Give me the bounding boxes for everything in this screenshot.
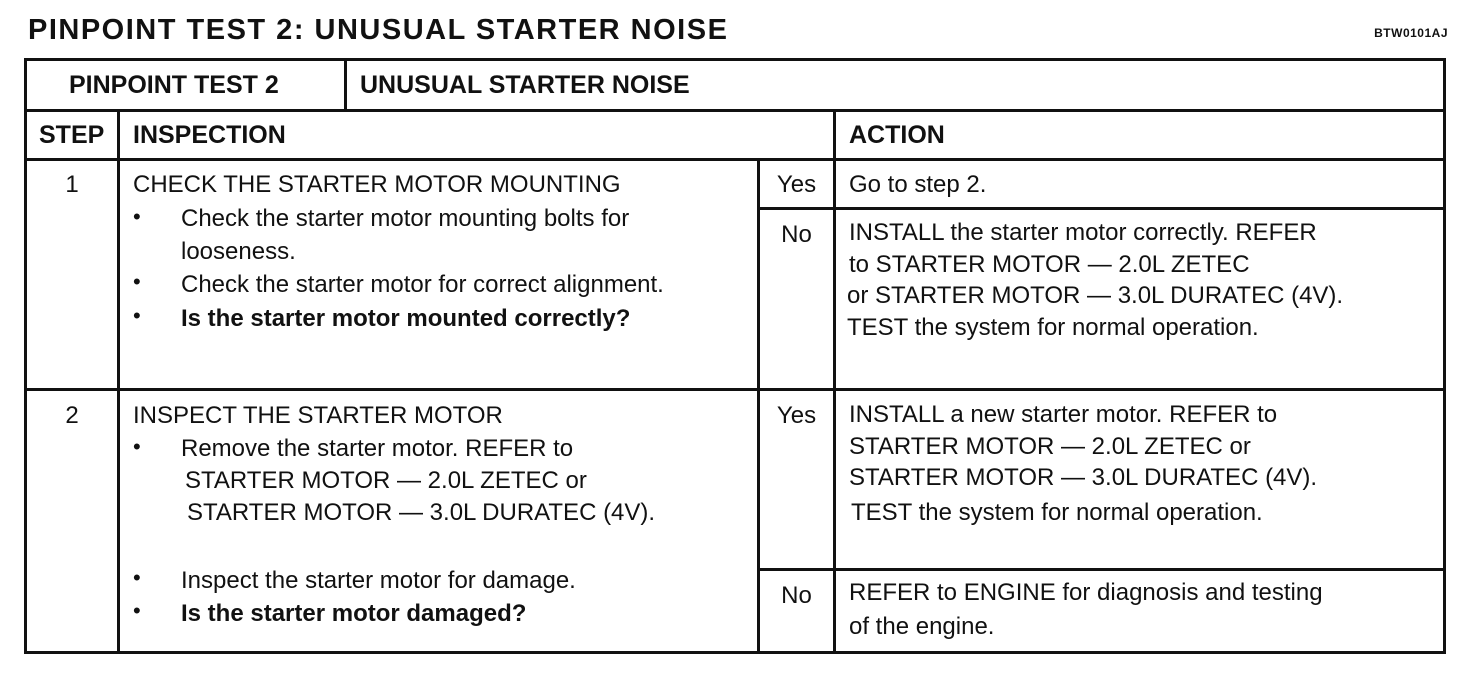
rule-step1-yes-no: [759, 207, 1443, 210]
rule-under-title-row: [27, 109, 1443, 112]
rule-between-steps: [27, 388, 1443, 391]
inspection-question: Is the starter motor damaged?: [181, 600, 527, 627]
rule-under-header-row: [27, 158, 1443, 161]
step-title: INSPECT THE STARTER MOTOR: [133, 402, 503, 429]
inspection-line: looseness.: [181, 238, 296, 265]
inspection-question: Is the starter motor mounted correctly?: [181, 305, 631, 332]
inspection-line: STARTER MOTOR — 3.0L DURATEC (4V).: [187, 499, 656, 526]
step-number: 1: [65, 171, 79, 198]
test-label: PINPOINT TEST 2: [69, 71, 279, 99]
no-label: No: [781, 221, 812, 248]
page-title: PINPOINT TEST 2: UNUSUAL STARTER NOISE: [28, 14, 729, 46]
inspection-line: Remove the starter motor. REFER to: [181, 435, 574, 462]
pinpoint-test-table: [24, 58, 1446, 654]
bullet-dot: •: [133, 303, 141, 328]
action-text: STARTER MOTOR — 3.0L DURATEC (4V).: [849, 464, 1318, 491]
bullet-dot: •: [133, 204, 141, 229]
action-text: of the engine.: [849, 613, 995, 640]
bullet-dot: •: [133, 598, 141, 623]
no-label: No: [781, 582, 812, 609]
inspection-line: Check the starter motor for correct alignment.: [181, 271, 664, 298]
reference-code: BTW0101AJ: [1374, 26, 1448, 40]
header-inspection: INSPECTION: [133, 121, 286, 149]
action-text: REFER to ENGINE for diagnosis and testing: [849, 579, 1323, 606]
header-action: ACTION: [849, 121, 945, 149]
step-number: 2: [65, 402, 79, 429]
action-text: STARTER MOTOR — 2.0L ZETEC or: [849, 433, 1251, 460]
action-text: TEST the system for normal operation.: [847, 314, 1259, 341]
step-title: CHECK THE STARTER MOTOR MOUNTING: [133, 171, 621, 198]
inspection-line: STARTER MOTOR — 2.0L ZETEC or: [185, 467, 587, 494]
bullet-dot: •: [133, 565, 141, 590]
yes-label: Yes: [776, 171, 817, 198]
rule-step2-yes-no: [759, 568, 1443, 571]
rule-title-divider: [344, 61, 347, 110]
action-text: Go to step 2.: [849, 171, 987, 198]
action-text: INSTALL a new starter motor. REFER to: [849, 401, 1278, 428]
yes-label: Yes: [776, 402, 817, 429]
action-text: INSTALL the starter motor correctly. REFER: [849, 219, 1317, 246]
action-text: TEST the system for normal operation.: [851, 499, 1263, 526]
rule-action-column: [833, 109, 836, 654]
inspection-line: Inspect the starter motor for damage.: [181, 567, 576, 594]
test-name: UNUSUAL STARTER NOISE: [360, 71, 690, 99]
action-text: to STARTER MOTOR — 2.0L ZETEC: [849, 251, 1250, 278]
rule-step-column: [117, 109, 120, 654]
header-step: STEP: [39, 121, 105, 149]
action-text: or STARTER MOTOR — 3.0L DURATEC (4V).: [847, 282, 1344, 309]
bullet-dot: •: [133, 434, 141, 459]
bullet-dot: •: [133, 269, 141, 294]
inspection-line: Check the starter motor mounting bolts for: [181, 205, 630, 232]
